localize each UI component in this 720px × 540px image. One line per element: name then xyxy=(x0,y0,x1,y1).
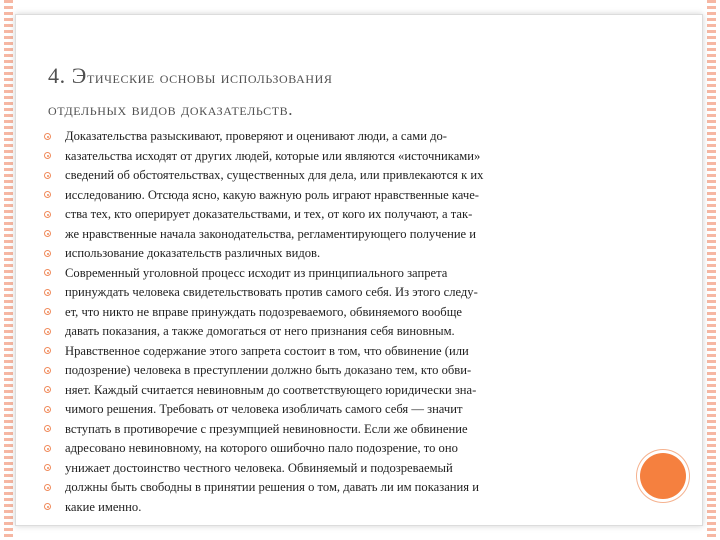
bullet-line xyxy=(44,498,564,518)
bullet-line-text: чимого решения. Требовать от человека изобличать самого себя — значит xyxy=(65,402,463,416)
bullet-line-text: Нравственное содержание этого запрета состоит в том, что обвинение (или xyxy=(65,343,469,358)
bullet-line-text: какие именно. xyxy=(65,499,142,514)
bullet-line xyxy=(44,439,564,459)
bullet-list xyxy=(44,127,564,517)
bullet-line xyxy=(44,400,564,420)
bullet-line-text: ет, что никто не вправе принуждать подозреваемого, обвиняемого вообще xyxy=(65,304,462,319)
bullet-circle-icon xyxy=(44,230,51,237)
bullet-circle-icon xyxy=(44,503,51,510)
bullet-circle-icon xyxy=(44,289,51,296)
bullet-line xyxy=(44,459,564,479)
bullet-circle-icon xyxy=(44,211,51,218)
bullet-line-text: вступать в противоречие с презумпцией невиновности. Если же обвинение xyxy=(65,421,468,436)
bullet-line xyxy=(44,264,564,284)
bullet-line-text: подозрение) человека в преступлении должно быть доказано тем, кто обви- xyxy=(65,363,472,377)
bullet-circle-icon xyxy=(44,250,51,257)
bullet-line-text: казательства исходят от других людей, которые или являются «источниками» xyxy=(65,148,481,163)
bullet-circle-icon xyxy=(44,386,51,393)
bullet-circle-icon xyxy=(44,191,51,198)
bullet-line-text: же нравственные начала законодательства, регламентирующего получение и xyxy=(65,226,477,241)
bullet-line xyxy=(44,205,564,225)
bullet-line-text: Современный уголовной процесс исходит из принципиального запрета xyxy=(65,265,448,280)
bullet-line-text: должны быть свободны в принятии решения о том, давать ли им показания и xyxy=(65,480,479,494)
bullet-circle-icon xyxy=(44,172,51,179)
bullet-line-text: няет. Каждый считается невиновным до соответствующего юридически зна- xyxy=(65,382,477,397)
bullet-circle-icon xyxy=(44,367,51,374)
bullet-circle-icon xyxy=(44,308,51,315)
bullet-line xyxy=(44,303,564,323)
bullet-circle-icon xyxy=(44,484,51,491)
bullet-line xyxy=(44,244,564,264)
bullet-circle-icon xyxy=(44,133,51,140)
bullet-line-text: использование доказательств различных видов. xyxy=(65,246,321,260)
slide-title xyxy=(48,60,688,126)
slide-title-lead: 4. Э xyxy=(48,63,87,88)
bullet-line xyxy=(44,322,564,342)
bullet-line-text: исследованию. Отсюда ясно, какую важную роль играют нравственные каче- xyxy=(65,187,479,202)
bullet-line xyxy=(44,225,564,245)
bullet-line xyxy=(44,420,564,440)
bullet-circle-icon xyxy=(44,425,51,432)
bullet-line-text: Доказательства разыскивают, проверяют и оценивают люди, а сами до- xyxy=(65,129,447,143)
bullet-circle-icon xyxy=(44,445,51,452)
bullet-line xyxy=(44,381,564,401)
bullet-circle-icon xyxy=(44,464,51,471)
bullet-circle-icon xyxy=(44,152,51,159)
bullet-line-text: адресовано невиновному, на которого ошибочно пало подозрение, то оно xyxy=(65,441,458,455)
bullet-line xyxy=(44,166,564,186)
bullet-line xyxy=(44,342,564,362)
left-decorative-stripe xyxy=(4,0,13,540)
bullet-line xyxy=(44,361,564,381)
bullet-circle-icon xyxy=(44,269,51,276)
bullet-line-text: сведений об обстоятельствах, существенных для дела, или привлекаются к их xyxy=(65,168,484,182)
bullet-line xyxy=(44,283,564,303)
bullet-circle-icon xyxy=(44,406,51,413)
bullet-line-text: ства тех, кто оперирует доказательствами, и тех, от кого их получают, а так- xyxy=(65,207,473,221)
bullet-line-text: принуждать человека свидетельствовать против самого себя. Из этого следу- xyxy=(65,285,478,299)
decorative-orange-circle xyxy=(640,453,686,499)
bullet-line xyxy=(44,127,564,147)
slide-title-line2: отдельных видов доказательств. xyxy=(48,100,294,119)
bullet-circle-icon xyxy=(44,328,51,335)
slide-title-line1: тические основы использования xyxy=(86,68,333,87)
bullet-line xyxy=(44,147,564,167)
bullet-line xyxy=(44,478,564,498)
bullet-line xyxy=(44,186,564,206)
right-decorative-stripe xyxy=(707,0,716,540)
bullet-line-text: давать показания, а также домогаться от него признания себя виновным. xyxy=(65,324,455,338)
bullet-circle-icon xyxy=(44,347,51,354)
bullet-line-text: унижает достоинство честного человека. Обвиняемый и подозреваемый xyxy=(65,460,453,475)
